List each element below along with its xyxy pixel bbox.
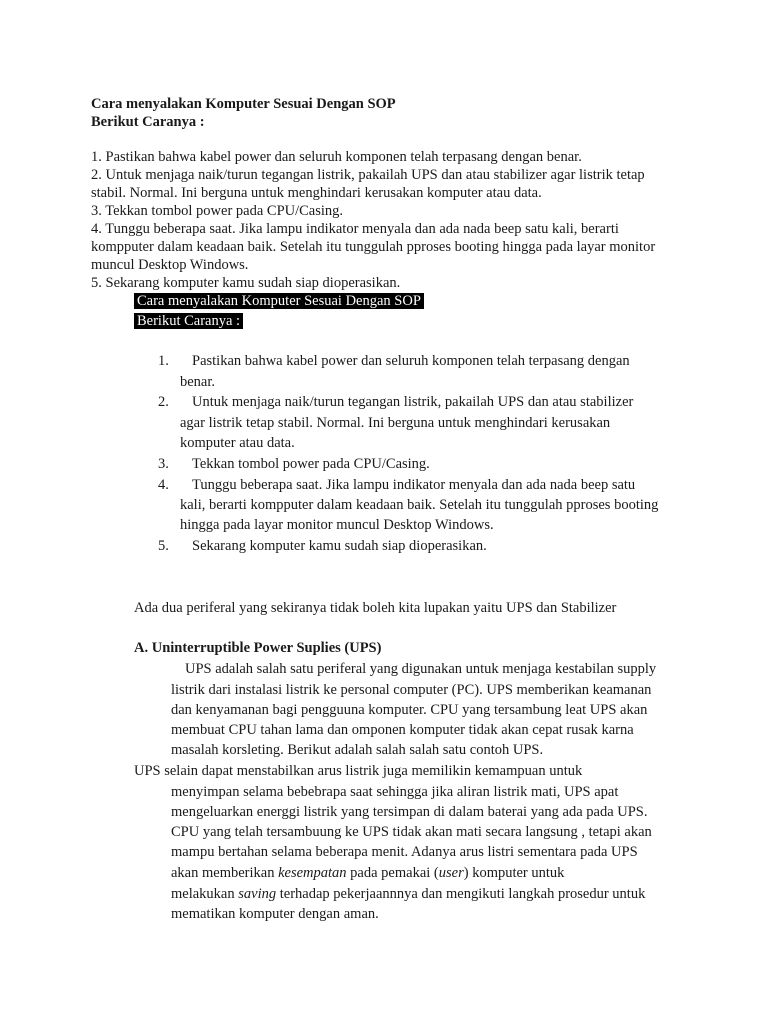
section-a-para1-line: masalah korsleting. Berikut adalah salah salah satu contoh UPS. bbox=[171, 742, 544, 758]
section-a-para2-line: mampu bertahan selama beberapa menit. Adanya arus listri sementara pada UPS bbox=[171, 844, 638, 860]
list-item-text: kali, berarti kompputer dalam keadaan baik. Setelah itu tunggulah pproses booting bbox=[180, 497, 659, 513]
top-line-8: 5. Sekarang komputer kamu sudah siap dioperasikan. bbox=[91, 275, 401, 291]
list-item-text: Pastikan bahwa kabel power dan seluruh komponen telah terpasang dengan bbox=[192, 353, 630, 369]
section-a-para1-line: membuat CPU tahan lama dan omponen komputer tidak akan cepat rusak karna bbox=[171, 722, 634, 738]
top-line-6: kompputer dalam keadaan baik. Setelah itu tunggulah pproses booting hingga pada layar monitor bbox=[91, 239, 656, 255]
top-line-4: 3. Tekkan tombol power pada CPU/Casing. bbox=[91, 203, 344, 219]
list-number: 1. bbox=[158, 353, 169, 369]
section-a-heading: A. Uninterruptible Power Suplies (UPS) bbox=[134, 640, 382, 656]
list-item-text: komputer atau data. bbox=[180, 435, 295, 451]
list-item-text: benar. bbox=[180, 374, 216, 390]
top-line-3: stabil. Normal. Ini berguna untuk menghindari kerusakan komputer atau data. bbox=[91, 185, 542, 201]
section-a-para1-line: UPS adalah salah satu periferal yang digunakan untuk menjaga kestabilan supply bbox=[185, 661, 657, 677]
section-a-italic-line-1: akan memberikan kesempatan pada pemakai (user) komputer untuk bbox=[171, 865, 565, 881]
top-line-5: 4. Tunggu beberapa saat. Jika lampu indikator menyala dan ada nada beep satu kali, berarti bbox=[91, 221, 619, 237]
section-a-italic-line-2: melakukan saving terhadap pekerjaannnya dan mengikuti langkah prosedur untuk bbox=[171, 886, 646, 902]
highlight-subtitle: Berikut Caranya : bbox=[134, 312, 243, 331]
section-a-para1-line: dan kenyamanan bagi pengguuna komputer. CPU yang tersambung leat UPS akan bbox=[171, 702, 648, 718]
list-number: 5. bbox=[158, 538, 169, 554]
section-a-para2-line: mengeluarkan energgi listrik yang tersimpan di dalam baterai yang ada pada UPS. bbox=[171, 804, 648, 820]
list-number: 4. bbox=[158, 477, 169, 493]
doc-subtitle: Berikut Caranya : bbox=[91, 114, 205, 130]
section-a-last-line: mematikan komputer dengan aman. bbox=[171, 906, 379, 922]
list-item-text: Untuk menjaga naik/turun tegangan listrik, pakailah UPS dan atau stabilizer bbox=[192, 394, 634, 410]
section-a-para1-line: listrik dari instalasi listrik ke personal computer (PC). UPS memberikan keamanan bbox=[171, 682, 652, 698]
top-line-7: muncul Desktop Windows. bbox=[91, 257, 249, 273]
list-item-text: hingga pada layar monitor muncul Desktop Windows. bbox=[180, 517, 494, 533]
list-item-text: Tekkan tombol power pada CPU/Casing. bbox=[192, 456, 430, 472]
top-line-1: 1. Pastikan bahwa kabel power dan seluruh komponen telah terpasang dengan benar. bbox=[91, 149, 582, 165]
list-number: 3. bbox=[158, 456, 169, 472]
list-item-text: Sekarang komputer kamu sudah siap dioperasikan. bbox=[192, 538, 487, 554]
section-a-para2-line: UPS selain dapat menstabilkan arus listrik juga memilikin kemampuan untuk bbox=[134, 763, 583, 779]
intro-paragraph: Ada dua periferal yang sekiranya tidak boleh kita lupakan yaitu UPS dan Stabilizer bbox=[134, 600, 617, 616]
list-number: 2. bbox=[158, 394, 169, 410]
section-a-para2-line: CPU yang telah tersambuung ke UPS tidak akan mati secara langsung , tetapi akan bbox=[171, 824, 652, 840]
list-item-text: agar listrik tetap stabil. Normal. Ini berguna untuk menghindari kerusakan bbox=[180, 415, 611, 431]
highlight-title: Cara menyalakan Komputer Sesuai Dengan SOP bbox=[134, 292, 424, 311]
top-line-2: 2. Untuk menjaga naik/turun tegangan listrik, pakailah UPS dan atau stabilizer agar listrik tetap bbox=[91, 167, 645, 183]
doc-title: Cara menyalakan Komputer Sesuai Dengan SOP bbox=[91, 96, 396, 112]
section-a-para2-line: menyimpan selama bebebrapa saat sehingga jika aliran listrik mati, UPS apat bbox=[171, 784, 619, 800]
list-item-text: Tunggu beberapa saat. Jika lampu indikator menyala dan ada nada beep satu bbox=[192, 477, 636, 493]
